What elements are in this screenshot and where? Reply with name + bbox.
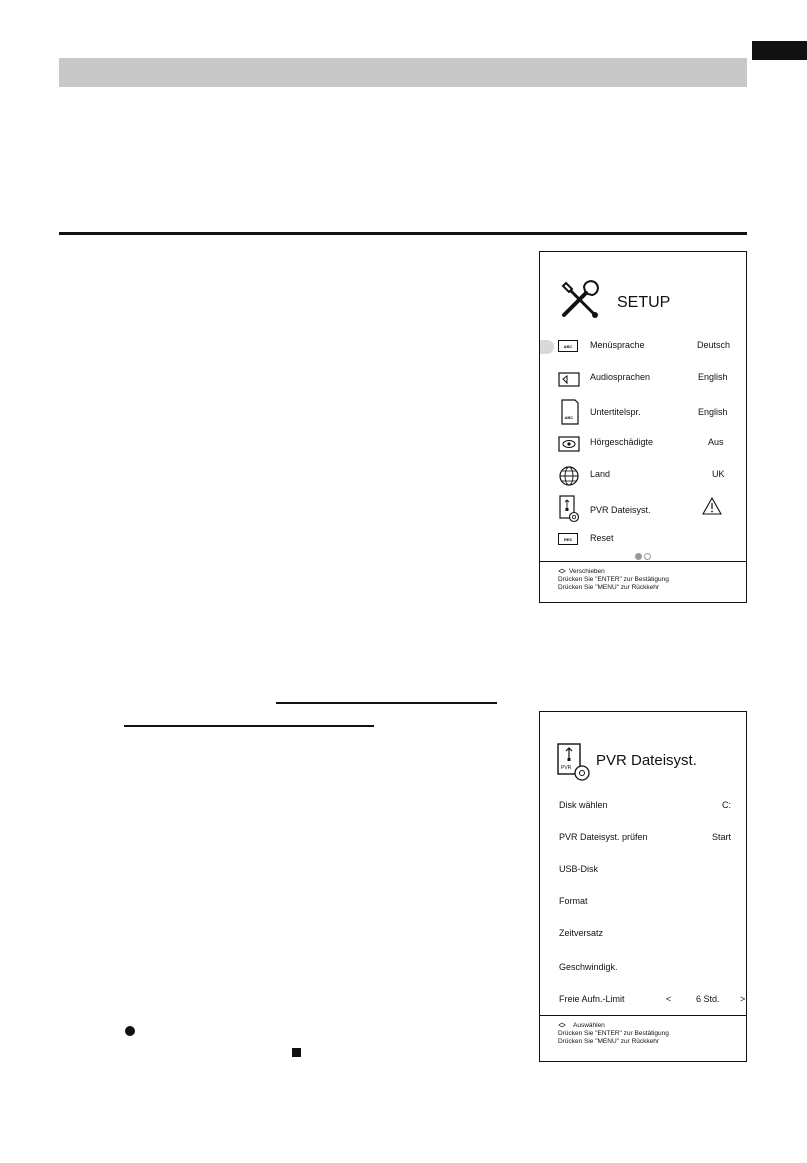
page-dot-inactive [644, 553, 651, 560]
panel-title: PVR Dateisyst. [596, 752, 697, 769]
row-value: UK [712, 469, 725, 479]
menu-row-audiosprachen[interactable] [540, 368, 746, 390]
row-label: Zeitversatz [559, 928, 604, 938]
menu-row-land[interactable] [540, 465, 746, 487]
panel-title: SETUP [617, 294, 671, 311]
pvr-icon [556, 742, 592, 782]
row-label: Hörgeschädigte [590, 437, 654, 447]
svg-text:PVR: PVR [561, 765, 572, 771]
row-label: Untertitelspr. [590, 407, 641, 417]
record-dot-icon [125, 1026, 135, 1036]
hint-footer [540, 561, 746, 602]
row-label: Freie Aufn.-Limit [559, 994, 625, 1004]
row-label: Menüsprache [590, 340, 645, 350]
row-label: USB-Disk [559, 864, 599, 874]
abc-icon [558, 336, 580, 358]
menu-row-untertitelspr[interactable] [540, 399, 746, 425]
selection-indicator [540, 340, 554, 354]
page-dot-active [635, 553, 642, 560]
subtitle-card-icon [558, 399, 580, 425]
page-tab-marker [752, 41, 807, 60]
up-down-icon [558, 568, 566, 574]
menu-hint: Drücken Sie "MENU" zur Rückkehr [558, 1038, 660, 1045]
row-label: Audiosprachen [590, 372, 651, 382]
next-arrow[interactable]: > [740, 994, 746, 1004]
up-down-icon [558, 1022, 566, 1028]
menu-row-geschwindigk[interactable] [540, 958, 746, 980]
prev-arrow[interactable]: < [666, 994, 672, 1004]
menu-row-zeitversatz[interactable] [540, 924, 746, 946]
section-divider [59, 232, 747, 235]
row-value: Aus [708, 437, 724, 447]
menu-hint: Drücken Sie "MENU" zur Rückkehr [558, 584, 660, 591]
nav-hint: Auswählen [573, 1022, 605, 1029]
abc-icon-text: ABC [558, 340, 578, 352]
svg-text:ABC: ABC [564, 415, 574, 420]
setup-menu-screen [539, 251, 747, 603]
pvr-menu-screen [539, 711, 747, 1062]
row-label: PVR Dateisyst. prüfen [559, 832, 648, 842]
menu-row-disk-wahlen[interactable] [540, 796, 746, 818]
globe-icon [558, 465, 580, 487]
row-label: Land [590, 469, 611, 479]
tools-icon [556, 275, 604, 323]
row-value: Deutsch [697, 340, 731, 350]
reset-icon-text: RES [558, 533, 578, 545]
menu-row-menusprache[interactable] [540, 336, 746, 358]
speaker-icon [558, 368, 580, 390]
pvr-icon [558, 495, 580, 523]
menu-row-freie-aufn-limit[interactable] [540, 990, 746, 1012]
nav-hint: Verschieben [569, 568, 605, 575]
row-value: C: [722, 800, 731, 810]
row-label: Reset [590, 533, 614, 543]
menu-row-pvr-prufen[interactable] [540, 828, 746, 850]
enter-hint: Drücken Sie "ENTER" zur Bestätigung [558, 1030, 669, 1037]
row-value: English [698, 407, 728, 417]
section-header-bar [59, 58, 747, 87]
row-label: Geschwindigk. [559, 962, 618, 972]
row-value: Start [712, 832, 732, 842]
warning-icon [702, 497, 722, 515]
row-label: PVR Dateisyst. [590, 505, 651, 515]
menu-row-horgeschadigte[interactable] [540, 433, 746, 455]
enter-hint: Drücken Sie "ENTER" zur Bestätigung [558, 576, 669, 583]
row-label: Disk wählen [559, 800, 608, 810]
nav-hint-line [558, 1022, 746, 1030]
underline-mark [276, 702, 497, 704]
row-value: English [698, 372, 728, 382]
menu-row-usb-disk[interactable] [540, 860, 746, 882]
row-label: Format [559, 896, 588, 906]
menu-row-pvr-dateisyst[interactable] [540, 495, 746, 523]
underline-mark [124, 725, 374, 727]
row-value: 6 Std. [696, 994, 720, 1004]
page-indicator [635, 547, 653, 555]
eye-icon [558, 433, 580, 455]
hint-footer [540, 1015, 746, 1061]
reset-icon [558, 529, 580, 551]
nav-hint-line [558, 568, 746, 576]
stop-square-icon [292, 1048, 301, 1057]
menu-row-format[interactable] [540, 892, 746, 914]
